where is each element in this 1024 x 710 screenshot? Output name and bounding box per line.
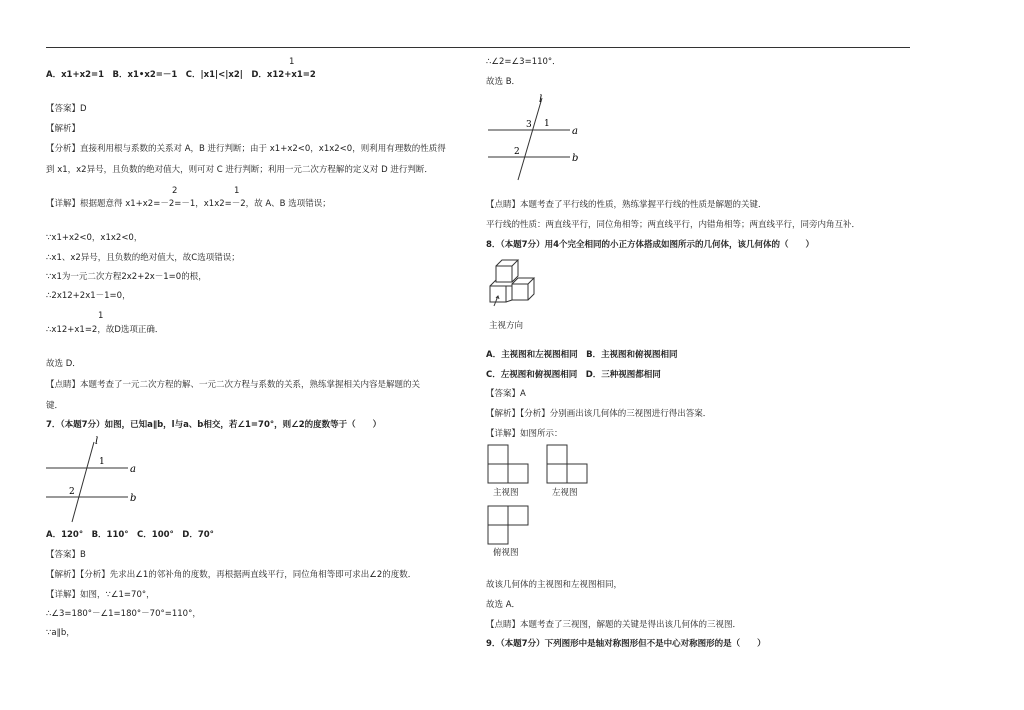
line-l xyxy=(518,98,542,180)
q6-frac-1: 1 xyxy=(234,186,240,196)
label-angle-2: 2 xyxy=(514,147,520,157)
q6-step-2: ∴x1、x2异号，且负数的绝对值大，故C选项错误； xyxy=(46,253,240,263)
front-view-label: 主视图 xyxy=(493,488,519,498)
front-view-figure xyxy=(486,443,532,485)
q8-figure-label: 主视方向 xyxy=(489,321,524,331)
q8-title: 8．（本题7分）用4个完全相同的小正方体搭成如图所示的几何体，该几何体的（ ） xyxy=(486,240,814,250)
label-b: b xyxy=(572,153,579,164)
label-angle-3: 3 xyxy=(526,120,532,130)
q8-dianjing: 【点睛】本题考查了三视图，解题的关键是得出该几何体的三视图． xyxy=(486,620,742,630)
q6-fenxi-2: 到 x1，x2异号，且负数的绝对值大，则可对 C 进行判断；利用一元二次方程解的定义对 D 进行判断． xyxy=(46,165,433,175)
label-angle-2: 2 xyxy=(69,487,75,497)
q7-xiangjie: 【详解】如图，∵∠1=70°， xyxy=(46,590,155,600)
q6-choose: 故选 D． xyxy=(46,359,81,369)
line-l xyxy=(72,442,94,522)
q9-title: 9．（本题7分）下列图形中是轴对称图形但不是中心对称图形的是（ ） xyxy=(486,639,766,649)
q6-answer: 【答案】D xyxy=(46,104,87,114)
left-view-label: 左视图 xyxy=(552,488,578,498)
q6-xiangjie: 【详解】根据题意得 x1+x2=－2=－1，x1x2=－2，故 A、B 选项错误； xyxy=(46,199,331,209)
q6-fenxi-1: 【分析】直接利用根与系数的关系对 A，B 进行判断；由于 x1+x2<0，x1x2<0，则利用有理数的性质得 xyxy=(46,144,446,154)
header-rule xyxy=(46,47,910,48)
q6-step-5: ∴x12+x1=2，故D选项正确． xyxy=(46,325,164,335)
label-angle-1: 1 xyxy=(99,457,105,467)
q7-options: A．120° B．110° C．100° D．70° xyxy=(46,530,214,540)
q7-title: 7．（本题7分）如图，已知a∥b，l与a、b相交，若∠1=70°，则∠2的度数等于（ ） xyxy=(46,420,382,430)
q7-step-2: ∵a∥b， xyxy=(46,628,75,638)
q6-dianjing-1: 【点睛】本题考查了一元二次方程的解、一元二次方程与系数的关系，熟练掌握相关内容是解题的关 xyxy=(46,380,421,390)
label-angle-1: 1 xyxy=(544,119,550,129)
q8-conclusion: 故该几何体的主视图和左视图相同， xyxy=(486,580,623,590)
q7-parallel-lines-figure xyxy=(44,434,144,526)
top-view-figure xyxy=(486,504,532,546)
label-a: a xyxy=(572,126,578,137)
q6-frac-2: 2 xyxy=(172,186,178,196)
left-view-figure xyxy=(545,443,591,485)
label-b: b xyxy=(130,493,137,504)
q8-options-1: A．主视图和左视图相同 B．主视图和俯视图相同 xyxy=(486,350,678,360)
q6-options: A．x1+x2=1 B．x1•x2=－1 C．|x1|<|x2| D．x12+x1=2 xyxy=(46,70,316,80)
label-a: a xyxy=(130,464,136,475)
q8-cube-figure xyxy=(486,256,546,320)
q6-step-4: ∴2x12+2x1－1=0， xyxy=(46,291,131,301)
q6-dianjing-2: 键． xyxy=(46,401,64,411)
q7-xingzhi: 平行线的性质：两直线平行，同位角相等；两直线平行，内错角相等；两直线平行，同旁内角互补． xyxy=(486,220,861,230)
q7-solution-figure xyxy=(486,90,586,182)
q7-fenxi: 【解析】【分析】先求出∠1的邻补角的度数，再根据两直线平行，同位角相等即可求出∠2的度数． xyxy=(46,570,417,580)
q6-step-1: ∵x1+x2<0，x1x2<0， xyxy=(46,233,143,243)
q6-analysis-title: 【解析】 xyxy=(46,124,81,134)
q7-dianjing: 【点睛】本题考查了平行线的性质，熟练掌握平行线的性质是解题的关键． xyxy=(486,200,767,210)
q6-step-3: ∵x1为一元二次方程2x2+2x－1=0的根， xyxy=(46,272,207,282)
label-l: l xyxy=(539,94,543,105)
q8-options-2: C．左视图和俯视图相同 D．三种视图都相同 xyxy=(486,370,661,380)
label-l: l xyxy=(95,436,99,447)
q7-step-1: ∴∠3=180°－∠1=180°－70°=110°， xyxy=(46,609,201,619)
q7-choose: 故选 B． xyxy=(486,77,521,87)
q7-step-3: ∴∠2=∠3=110°． xyxy=(486,57,561,67)
q8-choose: 故选 A． xyxy=(486,600,521,610)
q7-answer: 【答案】B xyxy=(46,550,86,560)
q6-frac-num: 1 xyxy=(289,57,295,67)
q8-xiangjie: 【详解】如图所示： xyxy=(486,429,563,439)
top-view-label: 俯视图 xyxy=(493,548,519,558)
q8-answer: 【答案】A xyxy=(486,389,526,399)
q6-step-5-frac: 1 xyxy=(98,311,104,321)
q8-fenxi: 【解析】【分析】分别画出该几何体的三视图进行得出答案． xyxy=(486,409,712,419)
